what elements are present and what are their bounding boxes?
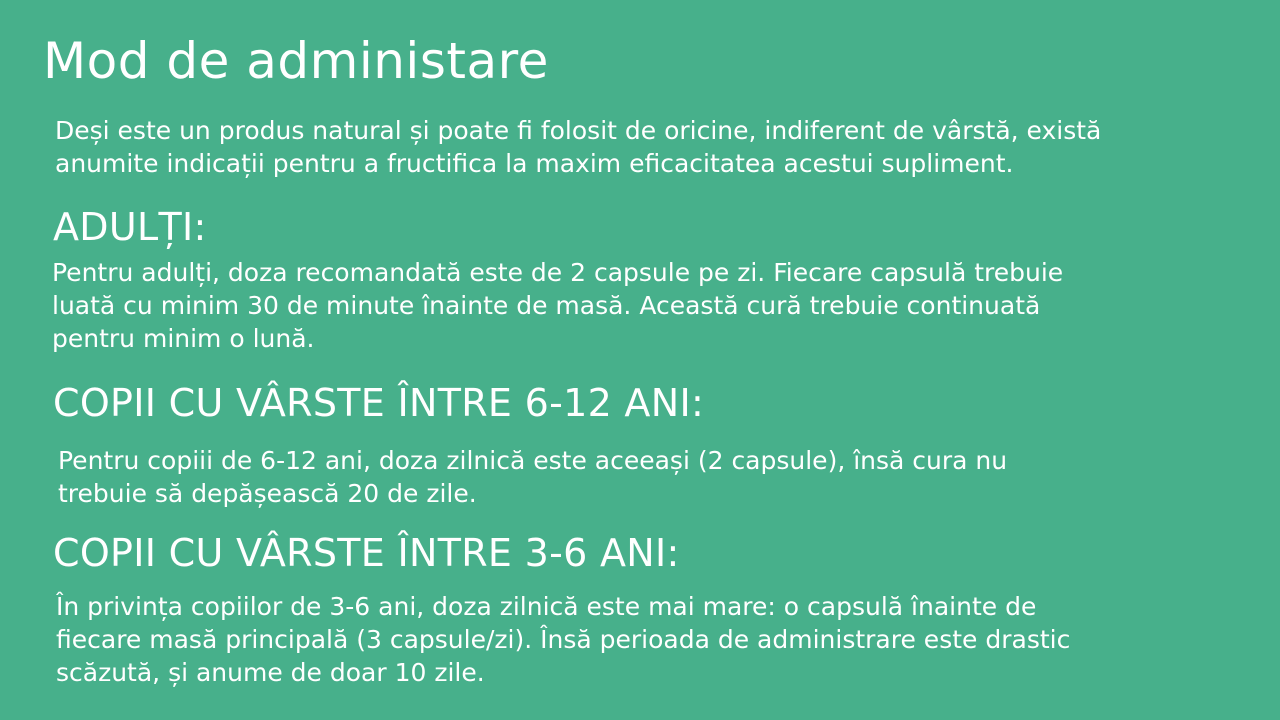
section-line: trebuie să depășească 20 de zile. [58,479,477,508]
intro-line: Deși este un produs natural și poate fi folosit de oricine, indiferent de vârstă, există [55,116,1102,145]
section-text-copii-3-6 [56,590,1070,689]
section-text-adulti [52,256,1063,355]
section-heading-adulti: ADULȚI: [53,205,207,249]
section-line: Pentru copiii de 6-12 ani, doza zilnică este aceeași (2 capsule), însă cura nu [58,446,1008,475]
section-line: Pentru adulți, doza recomandată este de 2 capsule pe zi. Fiecare capsulă trebuie [52,258,1064,287]
section-heading-copii-3-6: COPII CU VÂRSTE ÎNTRE 3-6 ANI: [53,531,680,575]
section-heading-copii-6-12: COPII CU VÂRSTE ÎNTRE 6-12 ANI: [53,381,705,425]
section-line: pentru minim o lună. [52,324,315,353]
intro-line: anumite indicații pentru a fructifica la maxim eficacitatea acestui supliment. [55,149,1014,178]
section-line: În privința copiilor de 3-6 ani, doza zilnică este mai mare: o capsulă înainte de [56,592,1037,621]
section-text-copii-6-12 [58,444,1007,510]
section-line: fiecare masă principală (3 capsule/zi). Însă perioada de administrare este drastic [56,625,1071,654]
section-line: scăzută, și anume de doar 10 zile. [56,658,485,687]
intro-paragraph [55,114,1101,180]
slide-title: Mod de administare [43,32,549,90]
section-line: luată cu minim 30 de minute înainte de masă. Această cură trebuie continuată [52,291,1041,320]
